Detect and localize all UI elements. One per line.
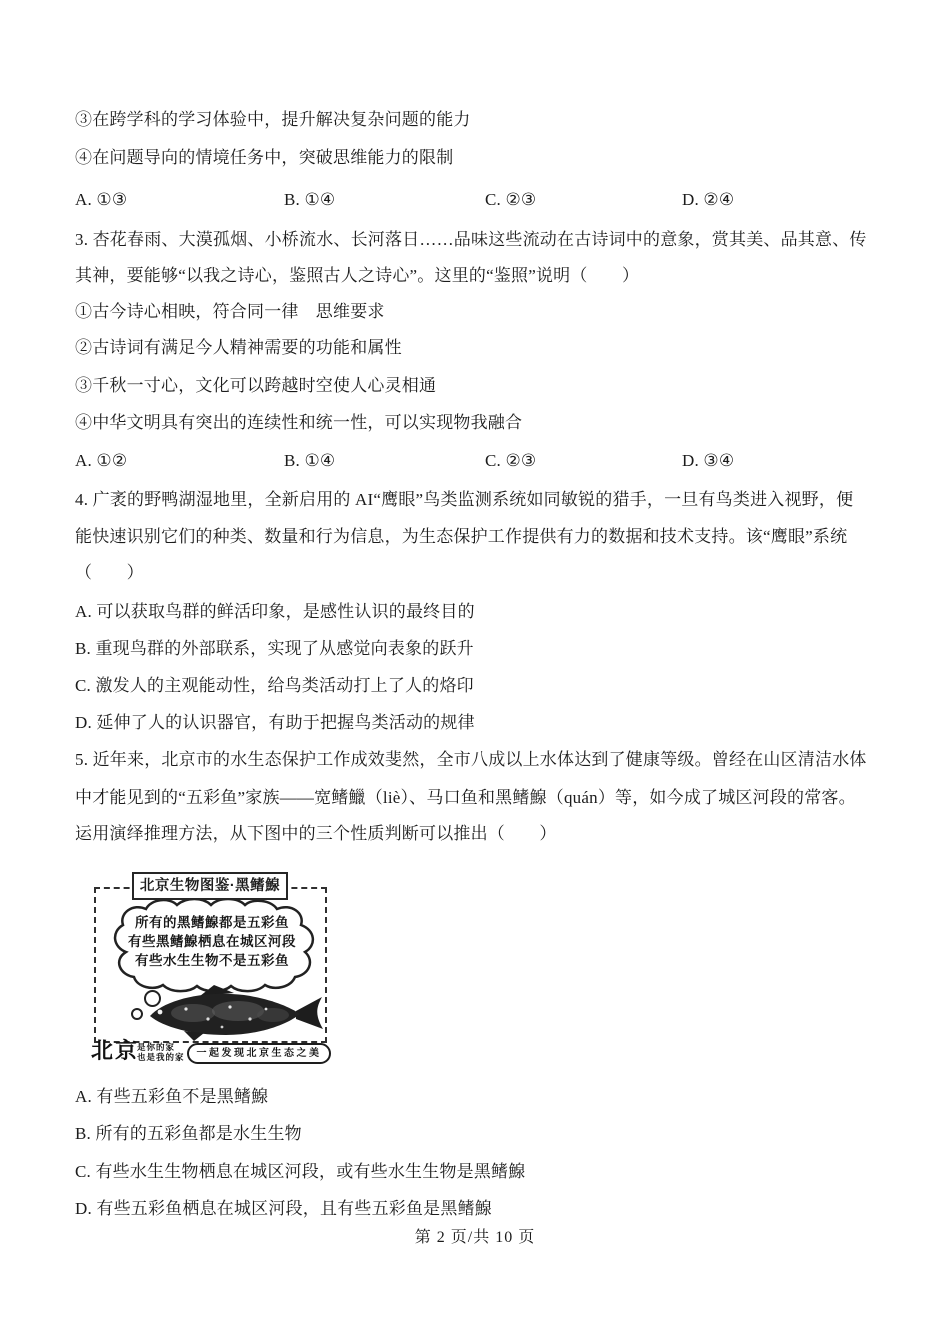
- q2-item-3: ③在跨学科的学习体验中，提升解决复杂问题的能力: [75, 110, 471, 129]
- q3-item-3: ③千秋一寸心，文化可以跨越时空使人心灵相通: [75, 376, 437, 395]
- q3-option-c: C. ②③: [485, 451, 537, 470]
- q2-item-4: ④在问题导向的情境任务中，突破思维能力的限制: [75, 148, 454, 167]
- page-footer: 第 2 页/共 10 页: [414, 1229, 536, 1246]
- q2-option-d: D. ②④: [682, 190, 735, 209]
- beijing-logo-subtext-1: 是你的家: [137, 1042, 176, 1052]
- q4-option-d: D. 延伸了人的认识器官，有助于把握鸟类活动的规律: [75, 713, 475, 732]
- q5-stem-line-3: 运用演绎推理方法，从下图中的三个性质判断可以推出（ ）: [75, 824, 557, 843]
- q4-stem-line-2: 能快速识别它们的种类、数量和行为信息，为生态保护工作提供有力的数据和技术支持。该“鹰眼”系统: [75, 527, 848, 546]
- q2-option-a: A. ①③: [75, 190, 128, 209]
- q2-option-c: C. ②③: [485, 190, 537, 209]
- q5-stem-line-2: 中才能见到的“五彩鱼”家族——宽鳍鱲（liè）、马口鱼和黑鳍鰁（quán）等，如今成了城区河段的常客。: [75, 788, 856, 807]
- cloud-statement-1: 所有的黑鳍鰁都是五彩鱼: [135, 915, 289, 930]
- q5-option-d: D. 有些五彩鱼栖息在城区河段，且有些五彩鱼是黑鳍鰁: [75, 1199, 492, 1218]
- q3-option-b: B. ①④: [284, 451, 336, 470]
- figure-title-box: 北京生物图鉴·黑鳍鰁: [132, 872, 288, 900]
- beijing-logo: 北京: [91, 1038, 140, 1063]
- q3-item-1: ①古今诗心相映，符合同一律 思维要求: [75, 302, 385, 321]
- q3-option-d: D. ③④: [682, 451, 735, 470]
- q3-option-a: A. ①②: [75, 451, 128, 470]
- q4-option-a: A. 可以获取鸟群的鲜活印象，是感性认识的最终目的: [75, 602, 475, 621]
- q3-stem-line-2: 其神，要能够“以我之诗心，鉴照古人之诗心”。这里的“鉴照”说明（ ）: [75, 266, 640, 285]
- q4-option-c: C. 激发人的主观能动性，给鸟类活动打上了人的烙印: [75, 676, 474, 695]
- q3-item-2: ②古诗词有满足今人精神需要的功能和属性: [75, 338, 402, 357]
- eco-slogan-pill: 一起发现北京生态之美: [187, 1043, 331, 1064]
- beijing-logo-subtext: [137, 1042, 185, 1062]
- q3-options-row: [75, 448, 885, 474]
- q2-option-b: B. ①④: [284, 190, 336, 209]
- q5-option-b: B. 所有的五彩鱼都是水生生物: [75, 1124, 302, 1143]
- fish-illustration-icon: [138, 983, 326, 1043]
- cloud-statement-3: 有些水生生物不是五彩鱼: [135, 953, 289, 968]
- q3-stem-line-1: 3. 杏花春雨、大漠孤烟、小桥流水、长河落日……品味这些流动在古诗词中的意象，赏其美、品其意、传: [75, 230, 867, 249]
- q4-stem-line-1: 4. 广袤的野鸭湖湿地里，全新启用的 AI“鹰眼”鸟类监测系统如同敏锐的猎手，一旦有鸟类进入视野，便: [75, 490, 854, 509]
- cloud-statement-2: 有些黑鳍鰁栖息在城区河段: [128, 934, 296, 949]
- q4-stem-line-3: （ ）: [75, 563, 144, 582]
- q3-item-4: ④中华文明具有突出的连续性和统一性，可以实现物我融合: [75, 413, 523, 432]
- q5-option-a: A. 有些五彩鱼不是黑鳍鰁: [75, 1087, 269, 1106]
- beijing-logo-subtext-2: 也是我的家: [137, 1052, 185, 1062]
- q5-option-c: C. 有些水生生物栖息在城区河段，或有些水生生物是黑鳍鰁: [75, 1162, 526, 1181]
- q2-options-row: [75, 187, 885, 213]
- q5-stem-line-1: 5. 近年来，北京市的水生态保护工作成效斐然，全市八成以上水体达到了健康等级。曾经在山区清洁水体: [75, 750, 867, 769]
- thought-cloud-text: [101, 913, 323, 970]
- q4-option-b: B. 重现鸟群的外部联系，实现了从感觉向表象的跃升: [75, 639, 474, 658]
